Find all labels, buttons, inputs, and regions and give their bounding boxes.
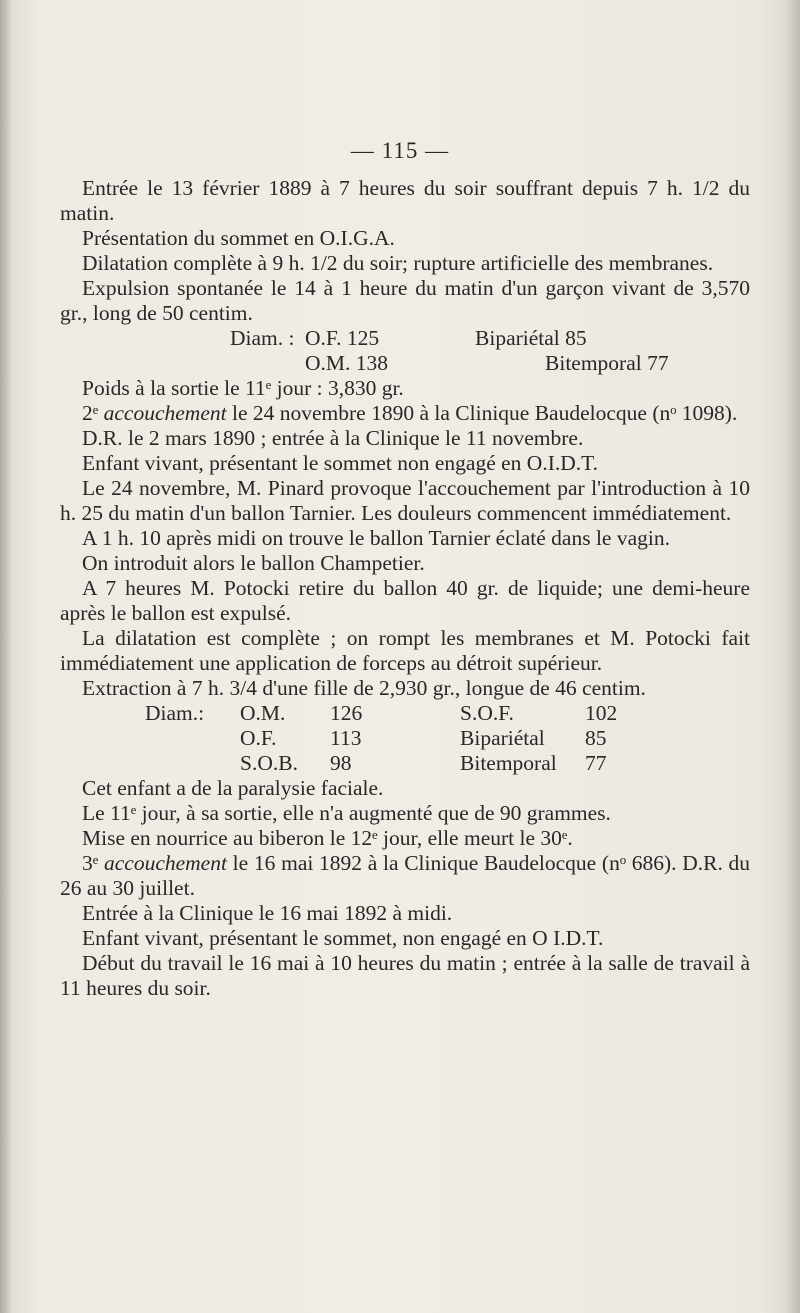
diameter-cell: S.O.B. bbox=[240, 751, 298, 775]
paragraph: A 7 heures M. Potocki retire du ballon 40 gr. de liquide; une demi-heure après le ballon est expulsé. bbox=[60, 576, 750, 625]
paragraph: Poids à la sortie le 11ᵉ jour : 3,830 gr. bbox=[82, 376, 404, 400]
paragraph-heading bbox=[60, 401, 750, 426]
diameter-label: Diam. : bbox=[230, 326, 295, 350]
diameter-value: Bipariétal 85 bbox=[475, 326, 587, 350]
page-left-edge bbox=[0, 0, 12, 1313]
diameter-cell: 126 bbox=[330, 701, 363, 725]
ordinal: 2ᵉ bbox=[82, 401, 99, 425]
paragraph: A 1 h. 10 après midi on trouve le ballon Tarnier éclaté dans le vagin. bbox=[82, 526, 670, 550]
ordinal: 3ᵉ bbox=[82, 851, 99, 875]
body-text bbox=[60, 176, 750, 1001]
diameter-cell: Bitemporal bbox=[460, 751, 557, 775]
paragraph: On introduit alors le ballon Champetier. bbox=[82, 551, 425, 575]
paragraph: Présentation du sommet en O.I.G.A. bbox=[82, 226, 395, 250]
paragraph-text: le 24 novembre 1890 à la Clinique Baudelocque (nᵒ 1098). bbox=[231, 401, 738, 425]
paragraph: Extraction à 7 h. 3/4 d'une fille de 2,930 gr., longue de 46 centim. bbox=[82, 676, 646, 700]
diameter-cell: S.O.F. bbox=[460, 701, 514, 725]
paragraph: D.R. le 2 mars 1890 ; entrée à la Clinique le 11 novembre. bbox=[82, 426, 584, 450]
paragraph: Cet enfant a de la paralysie faciale. bbox=[82, 776, 384, 800]
italic-term: accouchement bbox=[103, 851, 227, 875]
diameter-cell: O.F. bbox=[240, 726, 277, 750]
diameter-cell: 98 bbox=[330, 751, 352, 775]
diameter-value: Bitemporal 77 bbox=[545, 351, 669, 375]
paragraph: Expulsion spontanée le 14 à 1 heure du matin d'un garçon vivant de 3,570 gr., long de 50 centim. bbox=[60, 276, 750, 325]
diameter-cell: 85 bbox=[585, 726, 607, 750]
paragraph: La dilatation est complète ; on rompt les membranes et M. Potocki fait immédiatement une application de forceps au détroit supérieur. bbox=[60, 626, 750, 675]
paragraph-heading bbox=[60, 851, 750, 901]
diameter-value: O.F. 125 bbox=[305, 326, 380, 350]
paragraph: Début du travail le 16 mai à 10 heures du matin ; entrée à la salle de travail à 11 heures du soir. bbox=[60, 951, 750, 1000]
diameter-label: Diam.: bbox=[145, 701, 205, 725]
diameter-cell: Bipariétal bbox=[460, 726, 545, 750]
italic-term: accouchement bbox=[103, 401, 227, 425]
paragraph: Entrée à la Clinique le 16 mai 1892 à midi. bbox=[82, 901, 453, 925]
diameter-value: O.M. 138 bbox=[305, 351, 389, 375]
diameter-row bbox=[60, 351, 750, 376]
diameter-row bbox=[60, 751, 750, 776]
paragraph: Le 11ᵉ jour, à sa sortie, elle n'a augmenté que de 90 grammes. bbox=[82, 801, 611, 825]
paragraph-text: le 16 mai 1892 à la Clinique Baudelocque (nᵒ 686). D.R. du 26 au 30 juillet. bbox=[60, 851, 751, 900]
paragraph: Mise en nourrice au biberon le 12ᵉ jour, elle meurt le 30ᵉ. bbox=[82, 826, 573, 850]
diameter-row bbox=[60, 726, 750, 751]
diameter-cell: O.M. bbox=[240, 701, 286, 725]
page-number: — 115 — bbox=[350, 138, 450, 163]
paragraph: Enfant vivant, présentant le sommet non engagé en O.I.D.T. bbox=[82, 451, 599, 475]
diameter-cell: 113 bbox=[330, 726, 362, 750]
page-right-edge bbox=[786, 0, 800, 1313]
diameter-cell: 102 bbox=[585, 701, 618, 725]
paragraph: Entrée le 13 février 1889 à 7 heures du soir souffrant depuis 7 h. 1/2 du matin. bbox=[60, 176, 750, 225]
paragraph: Dilatation complète à 9 h. 1/2 du soir; rupture artificielle des membranes. bbox=[82, 251, 714, 275]
diameter-row bbox=[60, 326, 750, 351]
paragraph: Le 24 novembre, M. Pinard provoque l'accouchement par l'introduction à 10 h. 25 du matin d'un ballon Tarnier. Les douleurs commencent immédiatement. bbox=[60, 476, 750, 525]
diameter-row bbox=[60, 701, 750, 726]
diameter-cell: 77 bbox=[585, 751, 607, 775]
paragraph: Enfant vivant, présentant le sommet, non engagé en O I.D.T. bbox=[82, 926, 604, 950]
